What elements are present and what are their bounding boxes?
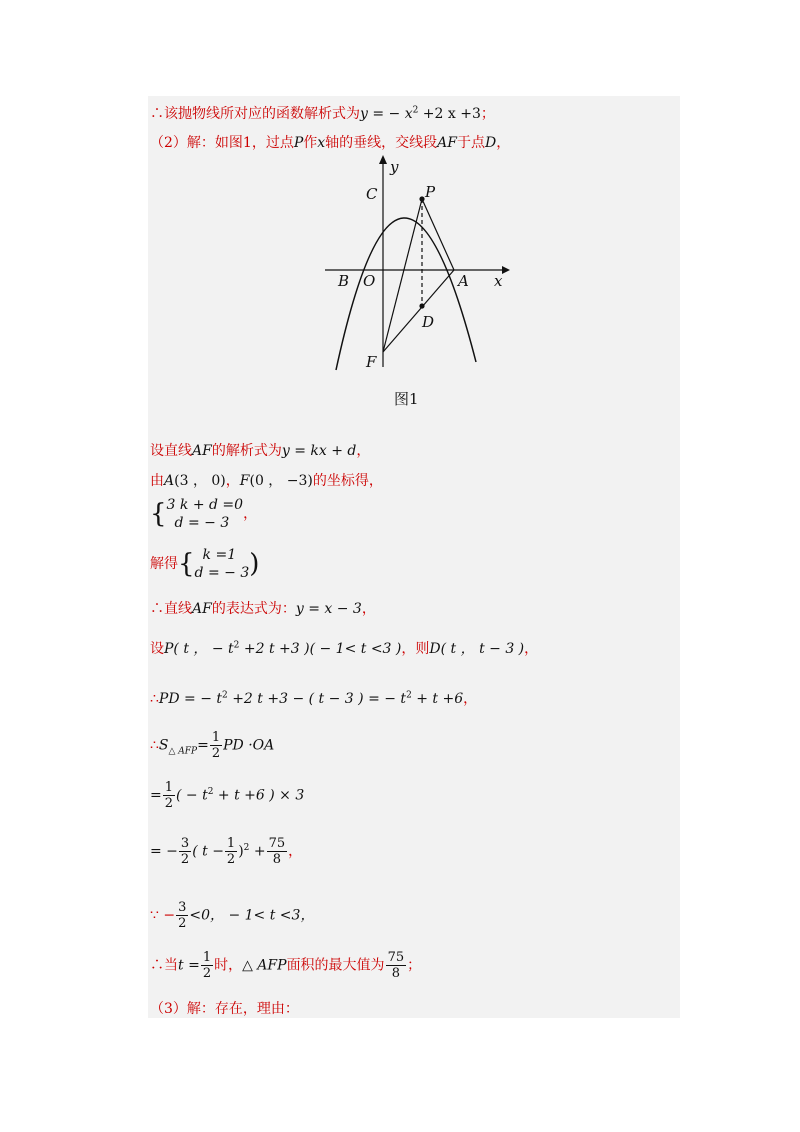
text: ， bbox=[243, 506, 258, 522]
math: AF bbox=[192, 443, 212, 459]
system-row: k =1 bbox=[202, 547, 237, 563]
label-O: O bbox=[363, 272, 376, 290]
math: y = − x bbox=[360, 106, 413, 122]
line-AF-expression bbox=[150, 598, 376, 618]
math-sup: 2 bbox=[233, 640, 240, 651]
fraction bbox=[386, 950, 407, 981]
text: 轴的垂线，交线段 bbox=[325, 135, 438, 151]
numerator: 1 bbox=[226, 836, 236, 851]
text: ； bbox=[407, 957, 422, 974]
label-x: x bbox=[494, 272, 503, 290]
text: 的坐标得， bbox=[312, 473, 383, 489]
math: = bbox=[150, 787, 162, 804]
text: ， bbox=[356, 443, 371, 459]
denominator: 2 bbox=[180, 852, 190, 867]
math: = bbox=[197, 737, 209, 754]
math: D bbox=[484, 135, 497, 151]
math: F bbox=[239, 473, 250, 489]
part3-intro bbox=[150, 998, 299, 1018]
math: y = kx + d bbox=[281, 443, 357, 459]
equation-system bbox=[150, 496, 257, 532]
set-line-AF bbox=[150, 440, 370, 460]
text: 作 bbox=[303, 135, 318, 151]
label-y: y bbox=[390, 158, 399, 176]
math: ( t ， t − 3 ) bbox=[440, 641, 525, 657]
math: A bbox=[164, 473, 175, 489]
math: (3 ， 0) bbox=[174, 473, 226, 489]
math: P bbox=[293, 135, 304, 151]
text: ， bbox=[361, 601, 376, 617]
right-paren-icon: ) bbox=[249, 549, 260, 579]
denominator: 2 bbox=[211, 746, 221, 761]
text: 的解析式为 bbox=[211, 443, 282, 459]
y-axis-arrow bbox=[379, 155, 387, 164]
fraction bbox=[201, 950, 213, 981]
math: (0 ， −3) bbox=[249, 473, 313, 489]
denominator: 2 bbox=[226, 852, 236, 867]
math: + t +6 bbox=[411, 691, 464, 707]
text: 于点 bbox=[456, 135, 485, 151]
text: ， bbox=[463, 691, 478, 707]
denominator: 2 bbox=[202, 966, 212, 981]
numerator: 75 bbox=[268, 836, 286, 851]
text: ， bbox=[225, 473, 240, 489]
text: 设直线 bbox=[150, 443, 192, 459]
parabola-figure bbox=[320, 152, 510, 377]
text: 解得 bbox=[150, 556, 178, 572]
text: ， bbox=[496, 135, 511, 151]
system-rows bbox=[195, 546, 250, 582]
text: （3）解：存在，理由： bbox=[150, 1001, 299, 1017]
math: +2 t +3 )( − 1< t <3 ) bbox=[239, 641, 402, 657]
set-point-P bbox=[150, 638, 538, 658]
text: 由 bbox=[150, 473, 164, 489]
point-D bbox=[419, 303, 424, 308]
denominator: 8 bbox=[391, 966, 400, 981]
text: ∴当 bbox=[150, 957, 178, 974]
denominator: 8 bbox=[272, 852, 281, 867]
numerator: 3 bbox=[180, 836, 190, 851]
label-B: B bbox=[338, 272, 350, 290]
fraction bbox=[225, 836, 237, 867]
math: AF bbox=[192, 601, 212, 617]
math-sup: 2 bbox=[243, 842, 250, 853]
parabola-curve bbox=[336, 218, 476, 370]
system-row: 3 k + d =0 bbox=[166, 497, 244, 513]
math: = − bbox=[150, 843, 178, 860]
numerator: 1 bbox=[202, 950, 212, 965]
figure-caption: 图1 bbox=[394, 390, 419, 408]
math-sup: 2 bbox=[207, 786, 214, 797]
fraction bbox=[179, 836, 191, 867]
label-D: D bbox=[422, 313, 435, 331]
numerator: 1 bbox=[211, 730, 221, 745]
system-row: d = − 3 bbox=[194, 565, 250, 581]
numerator: 75 bbox=[387, 950, 405, 965]
numerator: 1 bbox=[164, 780, 174, 795]
math-sub: △ AFP bbox=[168, 746, 198, 757]
math: ( t ， − t bbox=[173, 641, 234, 657]
point-P bbox=[419, 196, 424, 201]
fraction bbox=[163, 780, 175, 811]
numerator: 3 bbox=[178, 900, 187, 915]
label-P: P bbox=[425, 183, 436, 201]
math: <0， − 1< t <3， bbox=[189, 907, 315, 924]
text: 时， bbox=[214, 957, 243, 974]
text: ； bbox=[480, 106, 495, 122]
math-sup: 2 bbox=[406, 690, 412, 701]
text: ，则 bbox=[401, 641, 430, 657]
math: +2 x +3 bbox=[418, 106, 481, 122]
max-area-conclusion bbox=[150, 950, 421, 981]
conclusion-parabola bbox=[150, 103, 495, 123]
area-step-2 bbox=[150, 836, 302, 867]
system-rows bbox=[167, 496, 244, 532]
math: △ AFP bbox=[242, 957, 287, 974]
fraction bbox=[267, 836, 288, 867]
text: ∴ bbox=[150, 737, 159, 754]
math: ( − t bbox=[176, 787, 208, 804]
text: ∴ bbox=[150, 691, 159, 707]
fraction bbox=[210, 730, 222, 761]
denominator: 2 bbox=[178, 916, 187, 931]
coordinates-line bbox=[150, 470, 383, 490]
math: x bbox=[317, 135, 326, 151]
text: ∴该抛物线所对应的函数解析式为 bbox=[150, 106, 360, 122]
left-brace-icon: { bbox=[150, 499, 167, 529]
math: + bbox=[249, 843, 266, 860]
solution-system bbox=[150, 546, 259, 582]
math: PD = − t bbox=[158, 691, 223, 707]
text: 面积的最大值为 bbox=[286, 957, 385, 974]
denominator: 2 bbox=[164, 796, 174, 811]
text: ∴直线 bbox=[150, 601, 192, 617]
left-paren-icon: { bbox=[178, 549, 195, 579]
label-F: F bbox=[366, 353, 377, 371]
math: AF bbox=[437, 135, 457, 151]
text: （2）解：如图1，过点 bbox=[150, 135, 294, 151]
because-condition bbox=[150, 900, 314, 931]
math: ) bbox=[238, 843, 244, 860]
fraction bbox=[176, 900, 188, 931]
math: D bbox=[429, 641, 441, 657]
text: ， bbox=[288, 843, 303, 860]
system-row: d = − 3 bbox=[174, 515, 230, 531]
part2-intro bbox=[150, 132, 510, 152]
math: ( t − bbox=[192, 843, 224, 860]
math: + t +6 ) × 3 bbox=[213, 787, 305, 804]
area-step-1 bbox=[150, 780, 304, 811]
x-axis-arrow bbox=[502, 266, 510, 274]
text: 的表达式为： bbox=[211, 601, 296, 617]
text: 设 bbox=[150, 641, 164, 657]
math: y = x − 3 bbox=[295, 601, 362, 617]
label-A: A bbox=[458, 272, 469, 290]
label-C: C bbox=[366, 185, 378, 203]
PD-expression bbox=[150, 688, 477, 708]
math-sup: 2 bbox=[222, 690, 228, 701]
math: PD ·OA bbox=[223, 737, 275, 754]
math: P bbox=[164, 641, 174, 657]
math: t = bbox=[178, 957, 200, 974]
text: ， bbox=[524, 641, 539, 657]
math: S bbox=[158, 737, 169, 754]
math: +2 t +3 − ( t − 3 ) = − t bbox=[227, 691, 407, 707]
text: ∵ − bbox=[150, 907, 176, 924]
math-sup: 2 bbox=[412, 105, 419, 116]
area-formula bbox=[150, 730, 274, 761]
segment-PA bbox=[422, 199, 454, 270]
